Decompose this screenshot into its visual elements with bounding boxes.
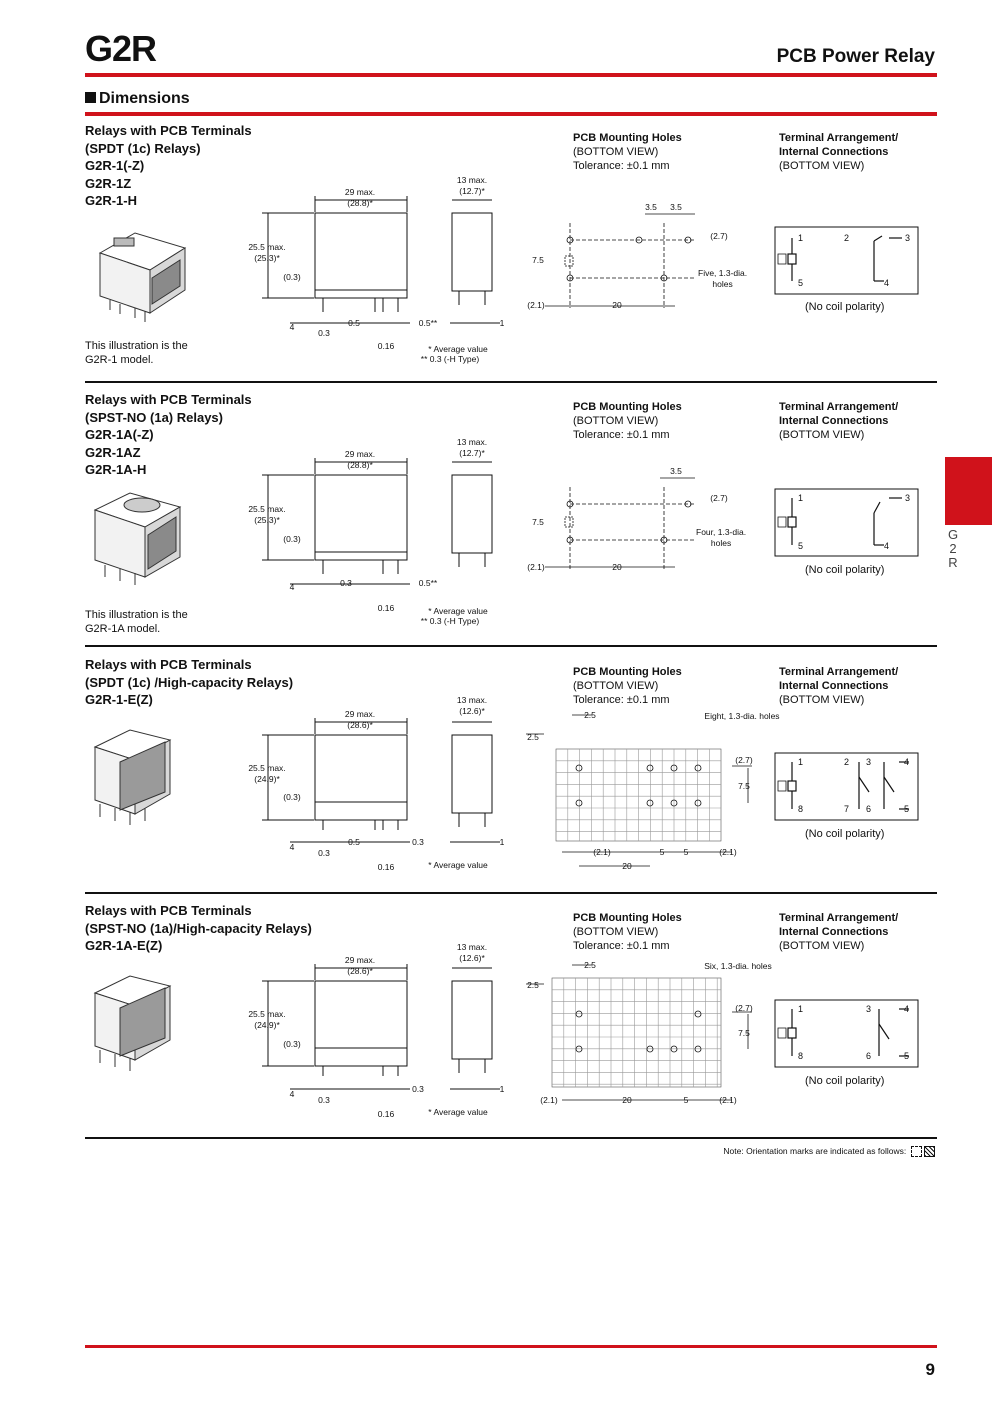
b2-dim-height: 25.5 max.: [248, 504, 286, 514]
b2-term-bottom-view: (BOTTOM VIEW): [779, 429, 865, 441]
page-number: 9: [925, 1360, 935, 1379]
b4-dim-pin1: 1: [499, 1084, 505, 1094]
b1-htype-note: ** 0.3 (-H Type): [420, 354, 480, 364]
b3-dim-four: 4: [289, 842, 295, 852]
b2-pcb-holes: Four, 1.3-dia. holes: [696, 527, 747, 548]
b2-pcb-75: 7.5: [532, 517, 544, 527]
b3-term-6: 6: [866, 804, 872, 814]
b1-dim-four: 4: [289, 322, 295, 332]
b4-pcb-25a: 2.5: [584, 960, 596, 970]
b1-pcb-27: (2.7): [710, 231, 728, 241]
b4-pcb-20: 20: [622, 1095, 632, 1105]
page-subtitle: PCB Power Relay: [776, 46, 935, 67]
b2-pcb-bottom-view: (BOTTOM VIEW): [573, 415, 659, 427]
block1-title: Relays with PCB Terminals (SPDT (1c) Relays) G2R-1(-Z) G2R-1Z G2R-1-H: [85, 123, 252, 208]
b2-term-3: 3: [905, 493, 911, 503]
b3-pcb-21a: (2.1): [593, 847, 611, 857]
b3-dim-depth: 13 max.: [456, 695, 488, 705]
b3-pcb-25a: 2.5: [584, 710, 596, 720]
b1-pcb-75: 7.5: [532, 255, 544, 265]
header-rule: [85, 73, 937, 77]
b3-dim-width: 29 max.: [344, 709, 376, 719]
square-bullet-icon: [85, 92, 96, 103]
b2-dim-four: 4: [289, 582, 295, 592]
b2-dim-width-avg: (28.8)*: [347, 460, 373, 470]
section-heading: [85, 90, 190, 108]
b3-dim-03: 0.3: [318, 848, 330, 858]
b1-pcb-bottom-view: (BOTTOM VIEW): [573, 146, 659, 158]
block2-terminal-diagram: [774, 488, 920, 558]
b2-term-5: 5: [798, 541, 804, 551]
b4-term-1: 1: [798, 1004, 804, 1014]
block2-illustration-note: This illustration is the G2R-1A model.: [85, 609, 188, 635]
b3-dim-height-avg: (24.9)*: [254, 774, 280, 784]
b3-term-title2: Internal Connections: [779, 680, 889, 692]
b2-pcb-20: 20: [612, 562, 622, 572]
b3-dim-pin-len: (0.3): [283, 792, 301, 802]
b4-term-title1: Terminal Arrangement/: [779, 912, 899, 924]
b3-pcb-tolerance: Tolerance: ±0.1 mm: [573, 694, 670, 706]
b2-htype-note: ** 0.3 (-H Type): [420, 616, 480, 626]
side-tab-letters: G 2 R: [947, 527, 959, 570]
b3-pcb-holes: Eight, 1.3-dia. holes: [704, 711, 780, 721]
b4-dim-depth-avg: (12.6)*: [459, 953, 485, 963]
separator-3: [85, 892, 937, 894]
b2-pcb-tolerance: Tolerance: ±0.1 mm: [573, 429, 670, 441]
b1-pcb-title: PCB Mounting Holes: [573, 132, 682, 144]
block1-terminal-header: [779, 131, 898, 173]
b1-term-bottom-view: (BOTTOM VIEW): [779, 160, 865, 172]
b3-dim-depth-avg: (12.6)*: [459, 706, 485, 716]
b2-avg-note: * Average value: [428, 606, 488, 616]
b4-term-5: 5: [904, 1051, 910, 1061]
b3-term-2: 2: [844, 757, 850, 767]
b1-dim-03: 0.3: [318, 328, 330, 338]
block4-terminal-diagram: [774, 999, 920, 1069]
block4-pcb-drawing: [522, 952, 772, 1117]
b4-dim-pin-len: (0.3): [283, 1039, 301, 1049]
b1-pcb-holes: Five, 1.3-dia. holes: [698, 268, 748, 289]
b3-term-1: 1: [798, 757, 804, 767]
b1-term-5: 5: [798, 278, 804, 288]
b3-avg-note: * Average value: [428, 860, 488, 870]
b3-dim-width-avg: (28.6)*: [347, 720, 373, 730]
b4-pcb-5: 5: [683, 1095, 689, 1105]
b3-pcb-5b: 5: [683, 847, 689, 857]
b1-dim-width: 29 max.: [344, 187, 376, 197]
b3-pcb-21b: (2.1): [719, 847, 737, 857]
b3-term-4: 4: [904, 757, 910, 767]
separator-4: [85, 1137, 937, 1139]
b1-dim-height: 25.5 max.: [248, 242, 286, 252]
b4-no-coil-polarity: (No coil polarity): [805, 1075, 885, 1087]
block4-terminal-header: [779, 911, 898, 953]
b1-dim-width-avg: (28.8)*: [347, 198, 373, 208]
block3-pcb-drawing: [522, 706, 780, 876]
b1-term-2: 2: [844, 233, 850, 243]
b4-term-4: 4: [904, 1004, 910, 1014]
b1-pcb-21: (2.1): [527, 300, 545, 310]
b3-dim-03b: 0.3: [412, 837, 424, 847]
b2-dim-016: 0.16: [377, 603, 395, 613]
b3-pcb-bottom-view: (BOTTOM VIEW): [573, 680, 659, 692]
b4-dim-height: 25.5 max.: [248, 1009, 286, 1019]
b4-term-title2: Internal Connections: [779, 926, 889, 938]
block3-title: Relays with PCB Terminals (SPDT (1c) /High-capacity Relays) G2R-1-E(Z): [85, 657, 294, 707]
orientation-note-text: Note: Orientation marks are indicated as follows:: [723, 1146, 907, 1156]
b1-term-4: 4: [884, 278, 890, 288]
b2-dim-height-avg: (25.3)*: [254, 515, 280, 525]
side-tab: [945, 457, 992, 525]
b3-pcb-title: PCB Mounting Holes: [573, 666, 682, 678]
b2-pcb-27: (2.7): [710, 493, 728, 503]
b4-pcb-75: 7.5: [738, 1028, 750, 1038]
b3-dim-016: 0.16: [377, 862, 395, 872]
b4-pcb-holes: Six, 1.3-dia. holes: [704, 961, 772, 971]
b2-dim-pin-len: (0.3): [283, 534, 301, 544]
b3-term-bottom-view: (BOTTOM VIEW): [779, 694, 865, 706]
b1-pcb-tolerance: Tolerance: ±0.1 mm: [573, 160, 670, 172]
b2-dim-depth: 13 max.: [456, 437, 488, 447]
b4-pcb-21a: (2.1): [540, 1095, 558, 1105]
page-title: G2R: [85, 28, 157, 69]
b4-avg-note: * Average value: [428, 1107, 488, 1117]
b1-term-3: 3: [905, 233, 911, 243]
b4-term-6: 6: [866, 1051, 872, 1061]
block4-pcb-header: [573, 911, 682, 953]
b2-dim-width: 29 max.: [344, 449, 376, 459]
b3-pcb-20: 20: [622, 861, 632, 871]
orientation-hatch-icon: [924, 1146, 935, 1157]
b4-dim-depth: 13 max.: [456, 942, 488, 952]
separator-2: [85, 645, 937, 647]
b1-term-title2: Internal Connections: [779, 146, 889, 158]
block1-outline-drawing: [240, 170, 520, 370]
b1-term-1: 1: [798, 233, 804, 243]
b3-term-title1: Terminal Arrangement/: [779, 666, 899, 678]
b4-dim-width: 29 max.: [344, 955, 376, 965]
block3-outline-drawing: [240, 692, 520, 877]
b1-dim-05: 0.5: [348, 318, 360, 328]
b3-pcb-75: 7.5: [738, 781, 750, 791]
b1-dim-016: 0.16: [377, 341, 395, 351]
b1-dim-depth: 13 max.: [456, 175, 488, 185]
b2-dim-05s: 0.5**: [418, 578, 438, 588]
block2-pcb-drawing: [525, 462, 740, 582]
b1-pcb-35a: 3.5: [645, 202, 657, 212]
b4-dim-016: 0.16: [377, 1109, 395, 1119]
block1-illustration-note: This illustration is the G2R-1 model.: [85, 340, 188, 366]
block2-outline-drawing: [240, 432, 520, 632]
block4-title: Relays with PCB Terminals (SPST-NO (1a)/High-capacity Relays) G2R-1A-E(Z): [85, 903, 312, 953]
b3-term-3: 3: [866, 757, 872, 767]
b4-dim-width-avg: (28.6)*: [347, 966, 373, 976]
block2-pcb-header: [573, 400, 682, 442]
block2-title: Relays with PCB Terminals (SPST-NO (1a) Relays) G2R-1A(-Z) G2R-1AZ G2R-1A-H: [85, 392, 252, 477]
b1-dim-height-avg: (25.3)*: [254, 253, 280, 263]
b3-term-8: 8: [798, 804, 804, 814]
section-heading-text: Dimensions: [99, 90, 190, 107]
orientation-note: [723, 1146, 935, 1157]
b2-pcb-35: 3.5: [670, 466, 682, 476]
b4-pcb-title: PCB Mounting Holes: [573, 912, 682, 924]
b4-dim-height-avg: (24.9)*: [254, 1020, 280, 1030]
b1-dim-pin1: 1: [499, 318, 505, 328]
b1-no-coil-polarity: (No coil polarity): [805, 301, 885, 313]
block1-pcb-header: [573, 131, 682, 173]
b4-pcb-25b: 2.5: [527, 980, 539, 990]
b1-dim-pin-len: (0.3): [283, 272, 301, 282]
relay-photo-2: [90, 485, 200, 595]
relay-photo-3: [90, 722, 200, 832]
b3-pcb-5a: 5: [659, 847, 665, 857]
b2-dim-depth-avg: (12.7)*: [459, 448, 485, 458]
b3-dim-pin1: 1: [499, 837, 505, 847]
b1-dim-05s: 0.5**: [418, 318, 438, 328]
b2-term-title1: Terminal Arrangement/: [779, 401, 899, 413]
b1-pcb-35b: 3.5: [670, 202, 682, 212]
footer-rule: [85, 1345, 937, 1348]
b3-term-5: 5: [904, 804, 910, 814]
orientation-mark-icon: [911, 1146, 922, 1157]
b4-pcb-bottom-view: (BOTTOM VIEW): [573, 926, 659, 938]
b4-dim-03b: 0.3: [412, 1084, 424, 1094]
section-rule: [85, 112, 937, 116]
separator-1: [85, 381, 937, 383]
b4-term-bottom-view: (BOTTOM VIEW): [779, 940, 865, 952]
block2-terminal-header: [779, 400, 898, 442]
b3-dim-05: 0.5: [348, 837, 360, 847]
b3-pcb-25b: 2.5: [527, 732, 539, 742]
b4-pcb-21b: (2.1): [719, 1095, 737, 1105]
b1-dim-depth-avg: (12.7)*: [459, 186, 485, 196]
b1-term-title1: Terminal Arrangement/: [779, 132, 899, 144]
block1-terminal-diagram: [774, 226, 920, 296]
b4-pcb-27: (2.7): [735, 1003, 753, 1013]
b3-term-7: 7: [844, 804, 850, 814]
block3-pcb-header: [573, 665, 682, 707]
b1-avg-note: * Average value: [428, 344, 488, 354]
b4-dim-four: 4: [289, 1089, 295, 1099]
b2-pcb-title: PCB Mounting Holes: [573, 401, 682, 413]
b2-term-4: 4: [884, 541, 890, 551]
b1-pcb-20: 20: [612, 300, 622, 310]
block4-outline-drawing: [240, 938, 520, 1123]
b4-term-8: 8: [798, 1051, 804, 1061]
b4-term-3: 3: [866, 1004, 872, 1014]
b3-dim-height: 25.5 max.: [248, 763, 286, 773]
b4-dim-03: 0.3: [318, 1095, 330, 1105]
block3-terminal-diagram: [774, 752, 920, 822]
b2-pcb-21: (2.1): [527, 562, 545, 572]
relay-photo-1: [90, 218, 200, 328]
b2-term-title2: Internal Connections: [779, 415, 889, 427]
block3-terminal-header: [779, 665, 898, 707]
b2-dim-03: 0.3: [340, 578, 352, 588]
b3-pcb-27: (2.7): [735, 755, 753, 765]
relay-photo-4: [90, 968, 200, 1078]
b3-no-coil-polarity: (No coil polarity): [805, 828, 885, 840]
b4-pcb-tolerance: Tolerance: ±0.1 mm: [573, 940, 670, 952]
b2-no-coil-polarity: (No coil polarity): [805, 564, 885, 576]
block1-pcb-drawing: [525, 198, 740, 318]
b2-term-1: 1: [798, 493, 804, 503]
